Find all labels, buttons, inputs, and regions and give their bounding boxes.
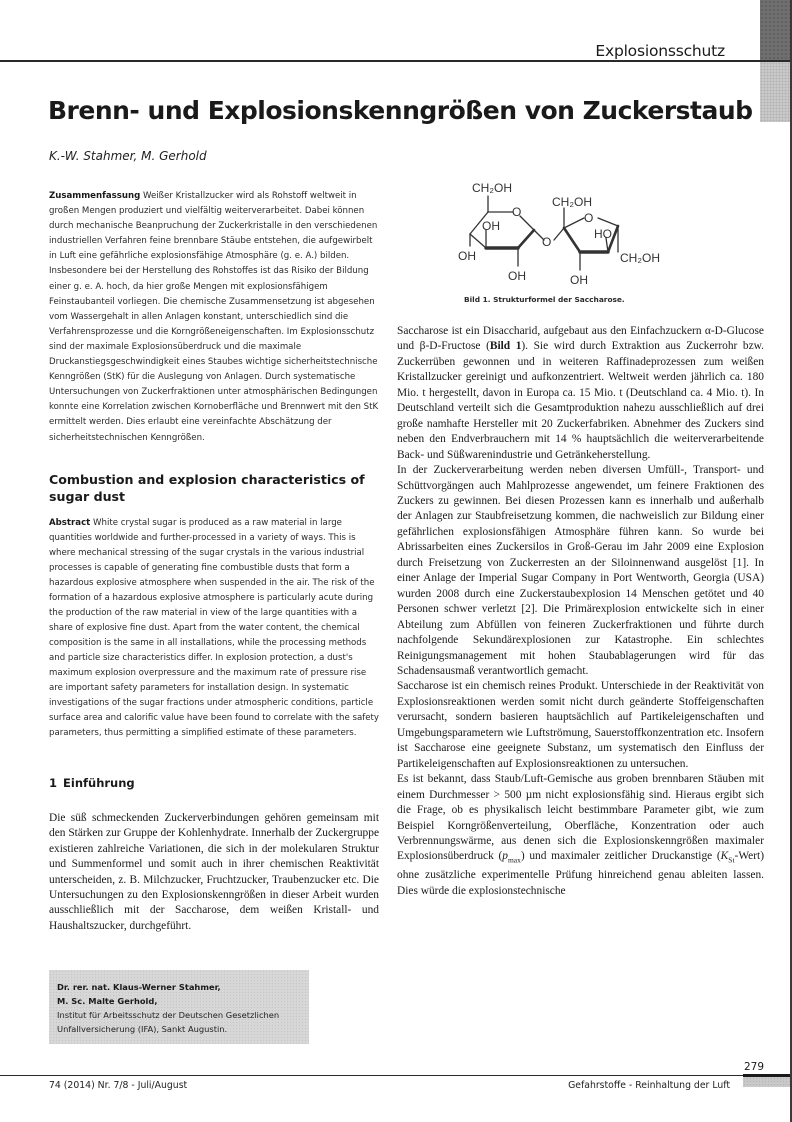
symbol-p: p (502, 850, 508, 863)
section-title: Einführung (63, 776, 135, 790)
figure-caption: Bild 1. Strukturformel der Saccharose. (464, 295, 625, 304)
label-o-fructose-ring: O (584, 211, 594, 225)
label-oh-glucose-bottom: OH (508, 269, 526, 283)
english-title: Combustion and explosion characteristics of sugar dust (49, 472, 365, 504)
paragraph-text: ) und maximaler zeitlicher Druckanstige ( (520, 850, 721, 863)
article-title: Brenn- und Explosionskenngrößen von Zuckerstaub (48, 96, 753, 125)
header-rule (0, 60, 760, 62)
page-number: 279 (744, 1061, 765, 1073)
abstract-german (49, 189, 379, 446)
bond (564, 218, 584, 228)
footer-rule (0, 1075, 760, 1076)
symbol-k: K (720, 850, 729, 863)
bond (598, 218, 618, 226)
paragraph-text: -Wert) ohne zusätzliche experimentelle Prüfung hinreichend genau ableiten lassen. Dies würde die explosionstechnische (397, 850, 764, 897)
abstract-english-text: White crystal sugar is produced as a raw material in large quantities worldwide and further-processed in a variety of ways. This is where mechanical stressing of the sugar crystals in the various industrial processes is capable of generating fine combustible dusts that form a hazardous explosive atmosphere when suspended in the air. The risk of the formation of a hazardous explosive atmosphere is particularly acute during the production of the raw material in view of the large quantities with a share of explosive fine dust. Apart from the water content, the chemical composition is the same in all installations, while the processing methods and particle size characteristics differ. In explosion protection, a dust's maximum explosion overpressure and the maximum rate of pressure rise are important safety parameters for installation design. In systematic investigations of the sugar fractions under atmospheric conditions, particle surface area and calorific value have been found to correlate with the safety parameters, thus permitting a simplified estimate of these parameters. (49, 518, 380, 738)
paragraph-text: Saccharose ist ein Disaccharid, aufgebaut aus den Einfachzuckern α-D-Glucose und β-D-Fructose ( (397, 325, 764, 353)
section-tab-marker-light (760, 62, 792, 122)
footer-journal: Gefahrstoffe - Reinhaltung der Luft (568, 1080, 730, 1091)
footer-page-marker-tab (743, 1077, 790, 1087)
paragraph: Saccharose ist ein chemisch reines Produkt. Unterschiede in der Reaktivität von Explosionsreaktionen werden somit nicht durch geänderte Stoffeigenschaften verursacht, sondern basieren hauptsächlich auf Partikeleigenschaften und Umgebungsparametern wie Luftströmung, Sauerstoffkonzentration etc. Insofern ist Saccharose eine geeignete Substanz, um systematisch den Einfluss der Partikeleigenschaften auf Explosionsreaktionen zu untersuchen. (397, 680, 764, 770)
symbol-subscript: max (507, 855, 521, 865)
bond (554, 228, 564, 240)
paragraph-text: Es ist bekannt, dass Staub/Luft-Gemische aus groben brennbaren Stäuben mit einem Durchmesser > 500 µm nicht explosionsfähig sind. Hieraus ergibt sich die Frage, ob es physikalisch leicht bestimmbare Parameter gibt, wie zum Beispiel Korngrößenverteilung, Oberfläche, Konzentration oder auch Verbrennungswärme, aus denen sich die Explosionskenngrößen maximaler Explosionsüberdruck ( (397, 773, 764, 863)
affiliation-author-1: Dr. rer. nat. Klaus-Werner Stahmer, (57, 982, 221, 992)
bond-bold (564, 228, 580, 252)
bond (520, 216, 534, 230)
affiliation-institute-line-2: Unfallversicherung (IFA), Sankt Augustin. (57, 1024, 228, 1034)
abstract-german-text: Weißer Kristallzucker wird als Rohstoff weltweit in großen Mengen produziert und vielfältig weiterverarbeitet. Dabei können durch mechanische Beanpruchung der Zuckerkristalle in den verschiedenen industriellen Verfahren feine brennbare Stäube entstehen, die aufgewirbelt in Luft eine gefährliche explosionsfähige Atmosphäre (g. e. A.) bilden. Insbesondere bei der Herstellung des Rohstoffes ist das Risiko der Bildung einer g. e. A. hoch, da hier große Mengen mit explosionsfähigem Feinstaubanteil vorliegen. Die chemische Zusammensetzung ist abgesehen vom Wassergehalt in allen Anlagen konstant, unterschiedlich sind die Verfahrensprozesse und die Korngrößeneigenschaften. Im Explosionsschutz sind der maximale Explosionsüberdruck und die maximale Druckanstiegsgeschwindigkeit eines Staubes wichtige sicherheitstechnische Kenngrößen (StK) für die Auslegung von Anlagen. Durch systematische Untersuchungen von Zuckerfraktionen unter atmosphärischen Bedingungen konnte eine Korrelation zwischen Kornoberfläche und Brennwert mit den StK ermittelt werden. Dies erlaubt eine vereinfachte Abschätzung der sicherheitstechnischen Kenngrößen. (49, 191, 379, 443)
label-oh-fructose-bottom: OH (570, 273, 588, 287)
abstract-english (49, 516, 379, 741)
section-tab-marker-dark (760, 0, 792, 60)
label-ch2oh-fructose-right: CH₂OH (620, 251, 660, 265)
label-oh-glucose-left: OH (458, 249, 476, 263)
sucrose-structural-formula (458, 178, 698, 290)
running-header-section: Explosionsschutz (595, 42, 725, 60)
symbol-subscript: St (728, 855, 735, 865)
figure-reference: Bild 1 (489, 340, 522, 353)
bond-bold (518, 230, 534, 248)
affiliation-institute-line-1: Institut für Arbeitsschutz der Deutschen Gesetzlichen (57, 1010, 280, 1020)
paragraph: In der Zuckerverarbeitung werden neben diversen Umfüll-, Transport- und Schüttvorgängen auch Mahlprozesse angewendet, um feinere Fraktionen des Zuckers zu gewinnen. Bei diesen Prozessen kann es innerhalb und außerhalb der Anlagen zur Staubfreisetzung kommen, die nachweislich zur Bildung einer gefährlichen explosionsfähigen Atmosphäre führen kann. So wurde bei Abrissarbeiten eines Zuckersilos in Groß-Gerau im Jahr 2009 eine Explosion durch Freisetzung von Zuckerresten an der Siloinnenwand ausgelöst [1]. In einer Anlage der Imperial Sugar Company in Port Wentworth, Georgia (USA) wurden 2008 durch eine Zuckerstaubexplosion 14 Menschen getötet und 40 Personen schwer verletzt [2]. Die Primärexplosion entwickelte sich in einer Abteilung zum Abfüllen von feineren Zuckerfraktionen und führte durch nachfolgende Sekundärexplosionen zur Katastrophe. Ein schlechtes Reinigungsmanagement mit hohen Staubablagerungen wird für das Schadensausmaß verantwortlich gemacht. (397, 464, 764, 677)
footer-issue: 74 (2014) Nr. 7/8 - Juli/August (49, 1080, 188, 1091)
label-ho-fructose-ring: HO (594, 227, 612, 241)
abstract-german-label: Zusammenfassung (49, 191, 141, 201)
affiliation-author-2: M. Sc. Malte Gerhold, (57, 996, 158, 1006)
section-body-right (397, 324, 764, 899)
bond (470, 234, 486, 248)
paragraph-text: ). Sie wird durch Extraktion aus Zuckerrohr bzw. Zuckerrüben gewonnen und in weiteren Raffinadeprozessen zum weißen Kristallzucker gereinigt und aufkonzentriert. Weltweit werden jährlich ca. 180 Mio. t hergestellt, davon in Europa ca. 15 Mio. t (Deutschland ca. 4 Mio. t). In Deutschland verteilt sich die Gesamtproduktion nahezu ausschließlich auf drei große namhafte Hersteller mit 20 Zuckerfabriken. Abnehmer des Zuckers sind neben den Endverbrauchern mit 14 % hauptsächlich die weiterverarbeitende Back- und Süßwarenindustrie und Getränkeherstellung. (397, 340, 764, 461)
label-ch2oh-fructose-top: CH₂OH (552, 195, 592, 209)
label-o-glycosidic-bridge: O (542, 235, 552, 249)
paragraph (397, 324, 764, 463)
label-o-glucose-ring: O (512, 205, 522, 219)
section-number: 1 (49, 776, 58, 790)
article-authors: K.-W. Stahmer, M. Gerhold (49, 149, 207, 163)
section-heading (49, 776, 379, 790)
section-body-left: Die süß schmeckenden Zuckerverbindungen gehören gemeinsam mit den Stärken zur Gruppe der Kohlenhydrate. Innerhalb der Zuckergruppe existieren zahlreiche Variationen, die sich in der molekularen Struktur und Summenformel und somit auch in ihrer chemischen Reaktivität unterscheiden, z. B. Milchzucker, Fruchtzucker, Traubenzucker etc. Die Untersuchungen zu den Explosionskenngrößen in dieser Arbeit wurden ausschließlich mit der Saccharose, dem weißen Kristall- und Haushaltszucker, durchgeführt. (49, 812, 379, 932)
paragraph (397, 772, 764, 899)
label-ch2oh-glucose: CH₂OH (472, 181, 512, 195)
abstract-english-label: Abstract (49, 518, 91, 528)
author-affiliation-box (49, 970, 309, 1044)
label-oh-glucose-ring: OH (482, 219, 500, 233)
